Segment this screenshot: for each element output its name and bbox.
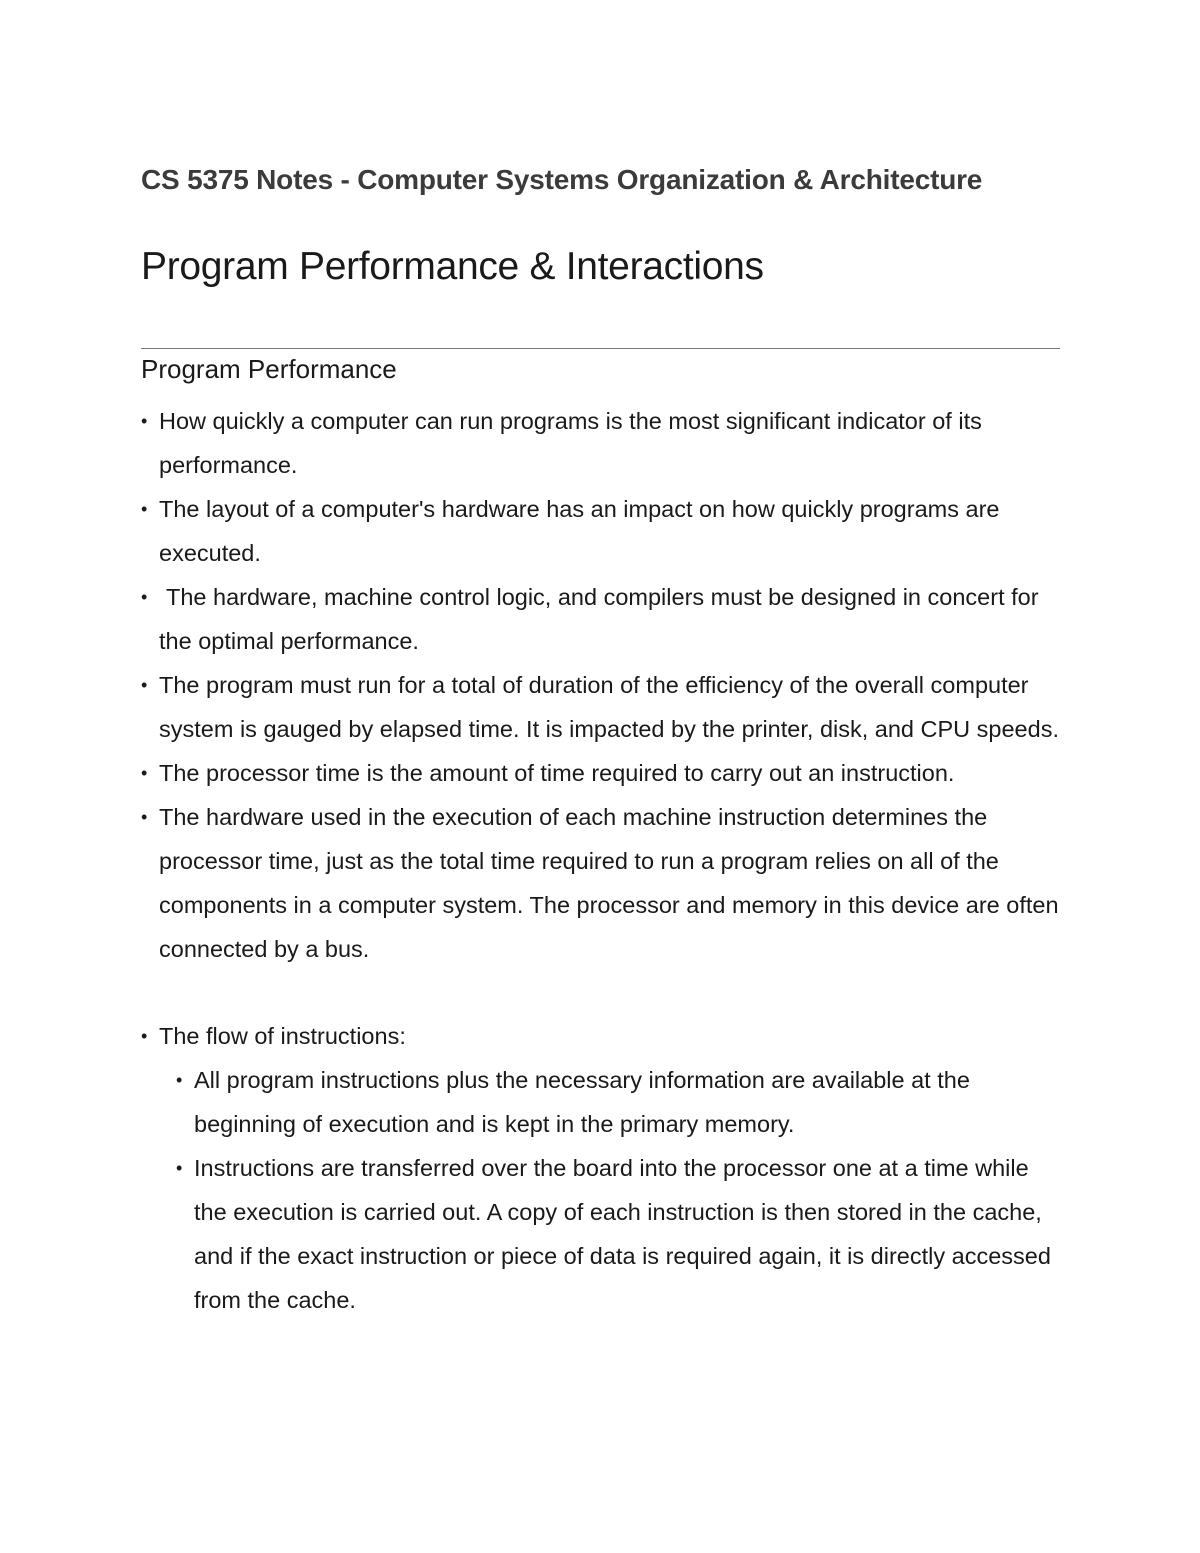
- bullet-icon: •: [141, 499, 148, 519]
- list-item: [141, 1014, 1061, 1322]
- list-item: [141, 795, 1061, 971]
- list-item-text: The flow of instructions:: [159, 1023, 406, 1049]
- list-item-text: How quickly a computer can run programs is the most significant indicator of its performance.: [159, 408, 982, 478]
- document-title: Program Performance & Interactions: [141, 245, 764, 288]
- list-item: [141, 751, 1061, 795]
- nested-list-item-text: All program instructions plus the necessary information are available at the beginning of execution and is kept in the primary memory.: [194, 1067, 970, 1137]
- nested-bullet-list: [159, 1058, 1061, 1322]
- list-item-text: The hardware, machine control logic, and compilers must be designed in concert for the optimal performance.: [159, 584, 1039, 654]
- nested-list-item: [159, 1058, 1061, 1146]
- bullet-icon: •: [141, 763, 148, 783]
- bullet-icon: •: [141, 1026, 148, 1046]
- list-item-text: The program must run for a total of duration of the efficiency of the overall computer system is gauged by elapsed time. It is impacted by the printer, disk, and CPU speeds.: [159, 672, 1059, 742]
- bullet-icon: •: [176, 1158, 183, 1178]
- course-title: CS 5375 Notes - Computer Systems Organization & Architecture: [141, 164, 983, 195]
- bullet-icon: •: [141, 807, 148, 827]
- nested-list-item-text: Instructions are transferred over the board into the processor one at a time while the execution is carried out. A copy of each instruction is then stored in the cache, and if the exact instruction or piece of data is required again, it is directly accessed from the cache.: [194, 1155, 1051, 1313]
- list-item-text: The layout of a computer's hardware has an impact on how quickly programs are executed.: [159, 496, 1000, 566]
- bullet-icon: •: [176, 1070, 183, 1090]
- list-item: [141, 399, 1061, 487]
- bullet-icon: •: [141, 587, 148, 607]
- list-item: [141, 487, 1061, 575]
- horizontal-divider: [141, 348, 1060, 349]
- bullet-icon: •: [141, 675, 148, 695]
- bullet-list: [141, 399, 1061, 1322]
- list-item: [141, 663, 1061, 751]
- list-item-text: The processor time is the amount of time required to carry out an instruction.: [159, 760, 955, 786]
- list-item-text: The hardware used in the execution of each machine instruction determines the processor time, just as the total time required to run a program relies on all of the components in a computer system. The processor and memory in this device are often connected by a bus.: [159, 804, 1059, 962]
- section-title: Program Performance: [141, 354, 397, 384]
- bullet-icon: •: [141, 411, 148, 431]
- list-item: [141, 575, 1061, 663]
- nested-list-item: [159, 1146, 1061, 1322]
